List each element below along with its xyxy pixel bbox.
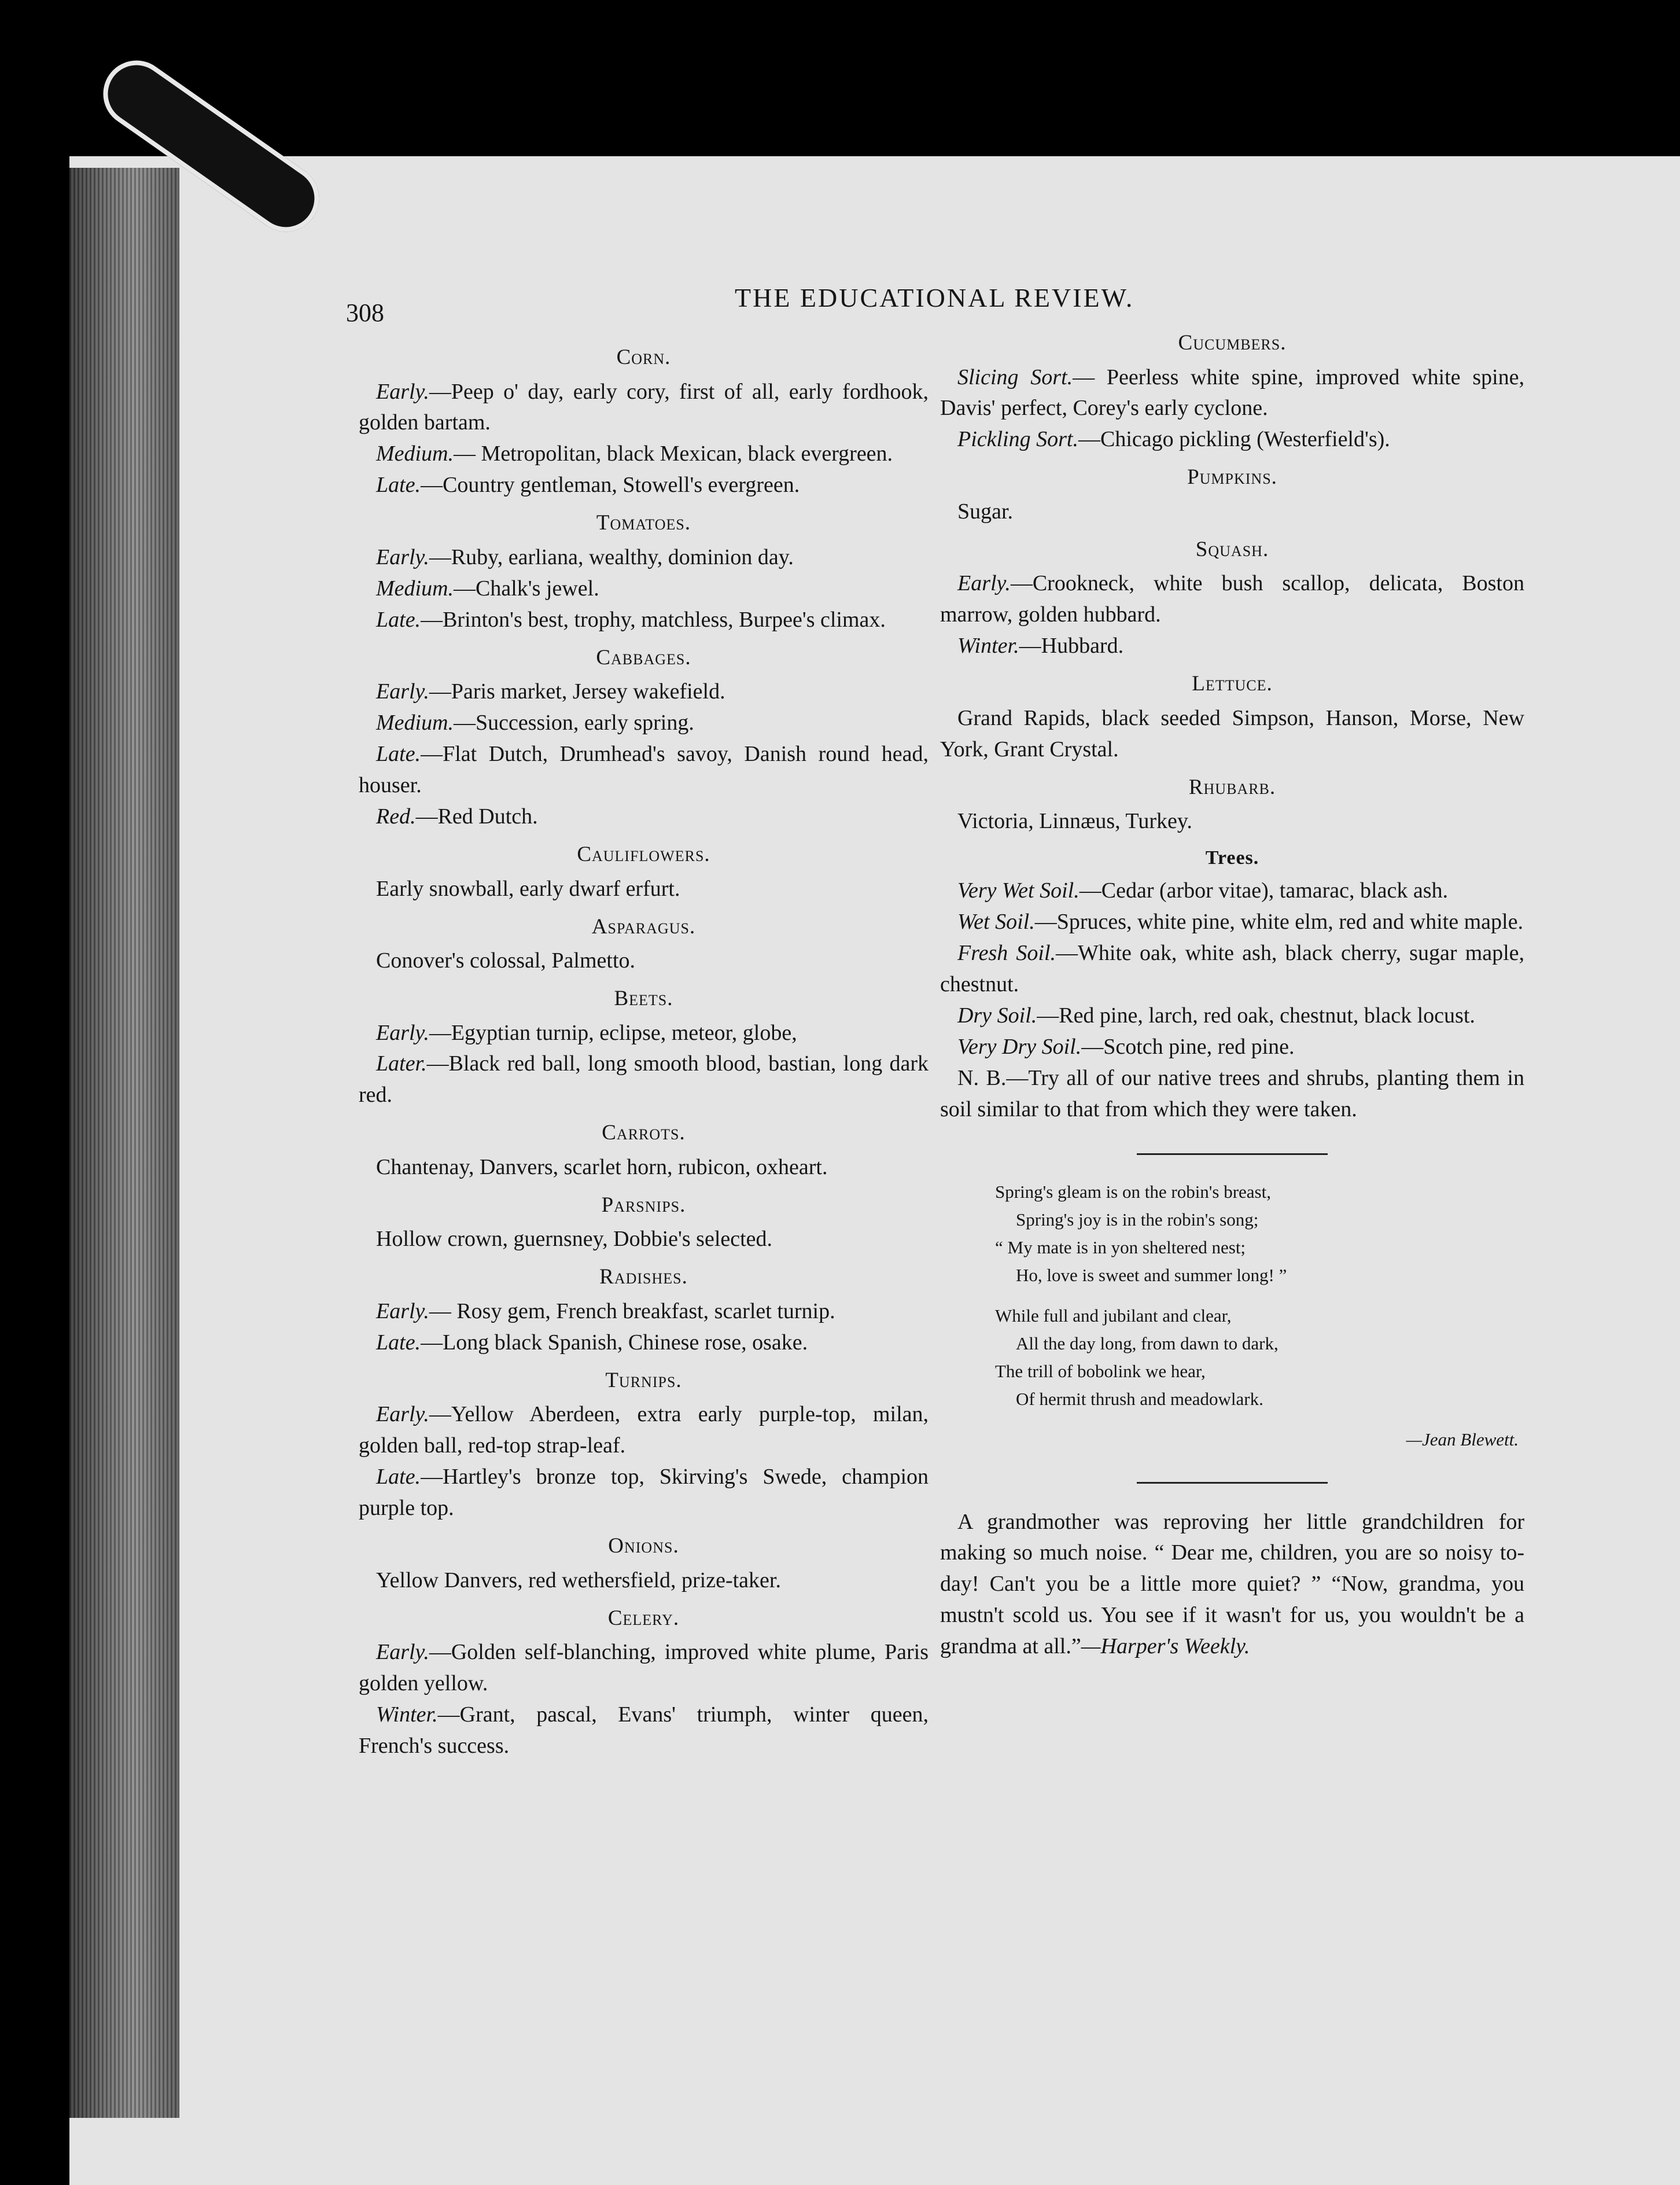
- entry-line: [359, 1152, 929, 1183]
- entry-lead: Pickling Sort.: [957, 427, 1078, 452]
- entry-lead: Late.: [376, 473, 421, 498]
- entry-text: —Long black Spanish, Chinese rose, osake.: [421, 1330, 808, 1355]
- entry-text: —Chalk's jewel.: [454, 576, 599, 601]
- entry-lead: Early.: [376, 379, 429, 404]
- entry-lead: Late.: [376, 742, 421, 767]
- entry-line: [359, 377, 929, 439]
- entry-text: —Red Dutch.: [415, 804, 538, 829]
- entry-line: [940, 1000, 1524, 1032]
- entry-text: — Rosy gem, French breakfast, scarlet turnip.: [429, 1299, 835, 1323]
- anecdote-text: A grandmother was reproving her little grandchildren for making so much noise. “ Dear me, children, you are so noisy to-day! Can't you be a little more quiet? ” “Now, grandma, you mustn't scold us. You see if it wasn't for us, you wouldn't be a grandma at all.”: [940, 1509, 1524, 1659]
- section-heading: Lettuce.: [1192, 672, 1273, 696]
- entry-lead: Wet Soil.: [957, 910, 1035, 935]
- divider-rule-bottom: [1137, 1482, 1328, 1484]
- entry-text: Chantenay, Danvers, scarlet horn, rubicon, oxheart.: [376, 1154, 828, 1179]
- entry-text: — Metropolitan, black Mexican, black evergreen.: [454, 442, 893, 466]
- entry-text: —Yellow Aberdeen, extra early purple-top, milan, golden ball, red-top strap-leaf.: [359, 1402, 929, 1458]
- entry-lead: Early.: [376, 545, 429, 569]
- section-heading: Cucumbers.: [1178, 331, 1287, 355]
- poem-line: All the day long, from dawn to dark,: [1016, 1333, 1279, 1354]
- entry-text: —Spruces, white pine, white elm, red and white maple.: [1034, 910, 1523, 935]
- entry-text: —Paris market, Jersey wakefield.: [429, 679, 725, 704]
- entry-lead: Late.: [376, 1330, 421, 1355]
- entry-line: [940, 703, 1524, 766]
- page-number: 308: [346, 299, 384, 327]
- entry-text: —Brinton's best, trophy, matchless, Burpee's climax.: [421, 607, 886, 632]
- entry-text: Yellow Danvers, red wethersfield, prize-taker.: [376, 1568, 781, 1592]
- entry-line: [359, 605, 929, 636]
- poem-line: “ My mate is in yon sheltered nest;: [995, 1237, 1246, 1258]
- section-heading: Rhubarb.: [1188, 775, 1276, 799]
- entry-lead: Early.: [376, 679, 429, 704]
- entry-text: —Cedar (arbor vitae), tamarac, black ash.: [1079, 878, 1448, 903]
- entry-text: N. B.—Try all of our native trees and shrubs, planting them in soil similar to that from which they were taken.: [940, 1066, 1524, 1122]
- entry-lead: Very Dry Soil.: [957, 1035, 1082, 1060]
- entry-text: —White oak, white ash, black cherry, sugar maple, chestnut.: [940, 941, 1525, 997]
- section-heading: Asparagus.: [591, 914, 696, 939]
- entry-lead: Early.: [376, 1020, 429, 1045]
- poem-stanza: [995, 1302, 1524, 1413]
- entry-line: [940, 496, 1524, 528]
- anecdote-source: —Harper's Weekly.: [1081, 1634, 1250, 1659]
- entry-text: Hollow crown, guernsney, Dobbie's selected.: [376, 1227, 773, 1252]
- entry-text: —Red pine, larch, red oak, chestnut, black locust.: [1037, 1003, 1475, 1028]
- entry-line: [359, 1018, 929, 1049]
- section-heading: Carrots.: [602, 1121, 686, 1145]
- section-heading: Onions.: [608, 1534, 679, 1558]
- entry-text: Sugar.: [957, 499, 1014, 524]
- entry-line: [359, 573, 929, 605]
- section-heading: Pumpkins.: [1187, 465, 1277, 490]
- entry-text: —Black red ball, long smooth blood, bastian, long dark red.: [359, 1051, 929, 1108]
- entry-text: Victoria, Linnæus, Turkey.: [957, 809, 1192, 834]
- entry-lead: Dry Soil.: [957, 1003, 1037, 1028]
- poem-line: Spring's gleam is on the robin's breast,: [995, 1182, 1271, 1202]
- entry-line: [359, 1637, 929, 1700]
- entry-text: —Succession, early spring.: [454, 711, 694, 735]
- entry-text: —Country gentleman, Stowell's evergreen.: [421, 473, 800, 498]
- entry-line: [940, 907, 1524, 938]
- entry-lead: Red.: [376, 804, 416, 829]
- entry-line: [940, 1063, 1524, 1125]
- entry-line: [359, 1296, 929, 1327]
- right-column-sections: [940, 328, 1524, 1125]
- poem-line: Of hermit thrush and meadowlark.: [1016, 1389, 1263, 1410]
- entry-line: [359, 1399, 929, 1462]
- entry-line: [940, 938, 1524, 1000]
- entry-line: [940, 631, 1524, 662]
- entry-line: [359, 1700, 929, 1762]
- right-column: [940, 321, 1524, 1684]
- entry-lead: Late.: [376, 1465, 421, 1489]
- section-heading: Parsnips.: [601, 1193, 686, 1217]
- entry-line: [940, 568, 1524, 631]
- entry-lead: Medium.: [376, 442, 454, 466]
- entry-line: [940, 362, 1524, 425]
- left-column: [359, 336, 929, 1762]
- entry-text: —Crookneck, white bush scallop, delicata, Boston marrow, golden hubbard.: [940, 571, 1524, 627]
- section-heading: Tomatoes.: [596, 511, 691, 535]
- entry-text: —Flat Dutch, Drumhead's savoy, Danish round head, houser.: [359, 742, 929, 798]
- entry-lead: Medium.: [376, 711, 454, 735]
- entry-text: — Peerless white spine, improved white spine, Davis' perfect, Corey's early cyclone.: [940, 365, 1524, 421]
- entry-text: —Golden self-blanching, improved white plume, Paris golden yellow.: [359, 1640, 929, 1696]
- poem-line: The trill of bobolink we hear,: [995, 1361, 1206, 1382]
- entry-line: [940, 806, 1524, 837]
- section-heading: Squash.: [1195, 537, 1269, 561]
- running-head: THE EDUCATIONAL REVIEW.: [735, 283, 1134, 312]
- entry-text: —Chicago pickling (Westerfield's).: [1078, 427, 1390, 452]
- divider-rule-top: [1137, 1153, 1328, 1155]
- section-heading: Beets.: [614, 987, 673, 1010]
- entry-line: [359, 708, 929, 739]
- section-heading: Radishes.: [599, 1265, 688, 1289]
- entry-line: [359, 1462, 929, 1524]
- poem-stanza: [995, 1178, 1524, 1289]
- entry-line: [940, 424, 1524, 455]
- entry-lead: Early.: [376, 1299, 429, 1323]
- poem: [995, 1178, 1524, 1454]
- entry-lead: Later.: [376, 1051, 427, 1076]
- entry-text: Grand Rapids, black seeded Simpson, Hanson, Morse, New York, Grant Crystal.: [940, 705, 1524, 762]
- entry-text: —Scotch pine, red pine.: [1081, 1035, 1295, 1060]
- entry-text: —Peep o' day, early cory, first of all, early fordhook, golden bartam.: [359, 379, 929, 435]
- entry-lead: Late.: [376, 607, 421, 632]
- entry-text: —Hartley's bronze top, Skirving's Swede, champion purple top.: [359, 1465, 929, 1521]
- poem-line: Spring's joy is in the robin's song;: [1016, 1209, 1259, 1230]
- book-page-edges: [69, 168, 179, 2118]
- entry-line: [359, 676, 929, 708]
- entry-line: [359, 1049, 929, 1111]
- entry-line: [359, 1565, 929, 1597]
- entry-text: Conover's colossal, Palmetto.: [376, 948, 636, 973]
- entry-lead: Early.: [376, 1640, 429, 1665]
- poem-line: While full and jubilant and clear,: [995, 1305, 1232, 1326]
- anecdote: [940, 1507, 1524, 1663]
- entry-lead: Early.: [957, 571, 1011, 596]
- entry-line: [359, 1327, 929, 1359]
- entry-line: [359, 439, 929, 470]
- entry-text: —Hubbard.: [1019, 634, 1124, 659]
- entry-line: [359, 542, 929, 573]
- entry-text: —Grant, pascal, Evans' triumph, winter queen, French's success.: [359, 1702, 929, 1759]
- poem-line: Ho, love is sweet and summer long! ”: [1016, 1265, 1287, 1286]
- entry-lead: Medium.: [376, 576, 454, 601]
- entry-lead: Slicing Sort.: [957, 365, 1073, 389]
- entry-lead: Winter.: [376, 1702, 438, 1727]
- section-heading: Corn.: [616, 345, 671, 369]
- entry-text: —Egyptian turnip, eclipse, meteor, globe,: [429, 1020, 797, 1045]
- entry-lead: Fresh Soil.: [957, 941, 1056, 966]
- entry-lead: Winter.: [957, 634, 1019, 659]
- entry-text: Early snowball, early dwarf erfurt.: [376, 876, 680, 901]
- entry-line: [359, 874, 929, 905]
- entry-line: [940, 876, 1524, 907]
- section-heading: Trees.: [1205, 847, 1259, 869]
- section-heading: Cauliflowers.: [577, 843, 710, 867]
- section-heading: Cabbages.: [596, 645, 691, 670]
- entry-line: [359, 739, 929, 801]
- section-heading: Celery.: [607, 1606, 680, 1630]
- entry-line: [359, 801, 929, 833]
- entry-lead: Early.: [376, 1402, 429, 1427]
- poem-attribution: —Jean Blewett.: [1406, 1429, 1519, 1450]
- entry-line: [359, 946, 929, 977]
- entry-lead: Very Wet Soil.: [957, 878, 1080, 903]
- entry-text: —Ruby, earliana, wealthy, dominion day.: [429, 545, 794, 569]
- section-heading: Turnips.: [605, 1368, 682, 1392]
- entry-line: [359, 1224, 929, 1255]
- entry-line: [940, 1032, 1524, 1063]
- entry-line: [359, 470, 929, 501]
